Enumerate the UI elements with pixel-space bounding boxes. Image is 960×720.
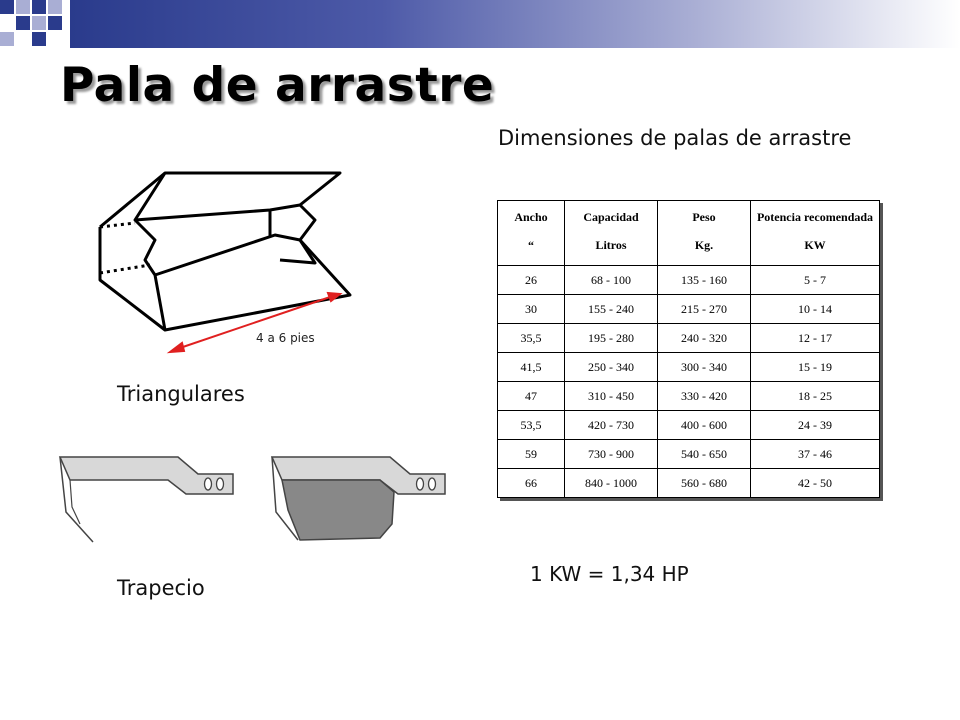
table-row: [498, 469, 880, 498]
cell-peso: 300 - 340: [658, 353, 751, 382]
cell-peso: 330 - 420: [658, 382, 751, 411]
header-ancho-line1: Ancho: [514, 210, 548, 224]
table-row: [498, 266, 880, 295]
cell-potencia: 42 - 50: [751, 469, 880, 498]
header-peso-line2: Kg.: [694, 238, 714, 252]
header-potencia-line2: KW: [804, 238, 826, 252]
table-row: [498, 411, 880, 440]
cell-capacidad: 310 - 450: [565, 382, 658, 411]
table-row: [498, 440, 880, 469]
cell-ancho: 66: [498, 469, 565, 498]
header-capacidad-line2: Litros: [595, 238, 627, 252]
cell-ancho: 35,5: [498, 324, 565, 353]
table-row: [498, 324, 880, 353]
cell-peso: 400 - 600: [658, 411, 751, 440]
cell-potencia: 18 - 25: [751, 382, 880, 411]
cell-peso: 135 - 160: [658, 266, 751, 295]
header-capacidad-line1: Capacidad: [583, 210, 639, 224]
page-title: Pala de arrastre: [60, 58, 495, 113]
cell-ancho: 30: [498, 295, 565, 324]
cell-capacidad: 730 - 900: [565, 440, 658, 469]
cell-ancho: 26: [498, 266, 565, 295]
cell-capacidad: 420 - 730: [565, 411, 658, 440]
table-row: [498, 353, 880, 382]
dimension-label: 4 a 6 pies: [256, 331, 315, 345]
header-ancho-line2: “: [528, 238, 534, 252]
cell-potencia: 37 - 46: [751, 440, 880, 469]
header-potencia: [751, 201, 880, 266]
header-gradient-bar: [70, 0, 960, 48]
header-capacidad: [565, 201, 658, 266]
cell-peso: 240 - 320: [658, 324, 751, 353]
cell-peso: 215 - 270: [658, 295, 751, 324]
cell-ancho: 47: [498, 382, 565, 411]
trapezoid-label: Trapecio: [117, 576, 205, 600]
corner-decoration: [0, 0, 80, 60]
trapezoid-scraper-solid-drawing: [270, 452, 450, 544]
cell-potencia: 10 - 14: [751, 295, 880, 324]
cell-ancho: 59: [498, 440, 565, 469]
triangular-scraper-drawing: [90, 165, 360, 360]
cell-capacidad: 250 - 340: [565, 353, 658, 382]
header-ancho: [498, 201, 565, 266]
trapezoid-scraper-open-drawing: [58, 452, 238, 544]
cell-capacidad: 68 - 100: [565, 266, 658, 295]
triangular-label: Triangulares: [117, 382, 245, 406]
cell-ancho: 41,5: [498, 353, 565, 382]
table-header-row: [498, 201, 880, 266]
cell-potencia: 12 - 17: [751, 324, 880, 353]
cell-peso: 540 - 650: [658, 440, 751, 469]
unit-conversion-note: 1 KW = 1,34 HP: [530, 562, 689, 586]
table-row: [498, 295, 880, 324]
cell-capacidad: 195 - 280: [565, 324, 658, 353]
cell-potencia: 5 - 7: [751, 266, 880, 295]
table-row: [498, 382, 880, 411]
table-title: Dimensiones de palas de arrastre: [498, 126, 852, 150]
header-potencia-line1: Potencia recomendada: [756, 210, 874, 224]
cell-potencia: 15 - 19: [751, 353, 880, 382]
scraper-dimensions-table: [497, 200, 880, 498]
header-peso-line1: Peso: [692, 210, 716, 224]
cell-capacidad: 840 - 1000: [565, 469, 658, 498]
cell-potencia: 24 - 39: [751, 411, 880, 440]
header-peso: [658, 201, 751, 266]
cell-capacidad: 155 - 240: [565, 295, 658, 324]
cell-ancho: 53,5: [498, 411, 565, 440]
cell-peso: 560 - 680: [658, 469, 751, 498]
